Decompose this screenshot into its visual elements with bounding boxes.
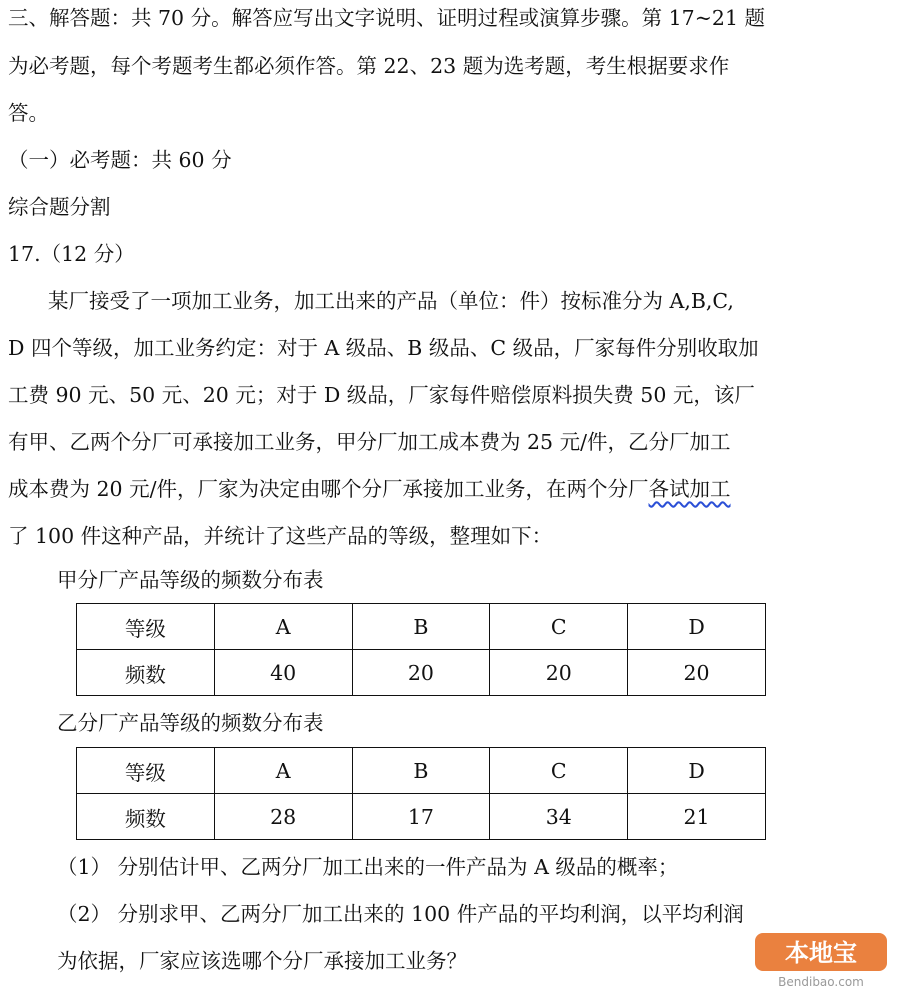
table-cell: 等级 bbox=[77, 748, 215, 794]
problem-line-1: 某厂接受了一项加工业务，加工出来的产品（单位：件）按标准分为 A,B,C, bbox=[48, 289, 734, 313]
table-cell: D bbox=[628, 748, 766, 794]
problem-line-3: 工费 90 元、50 元、20 元；对于 D 级品，厂家每件赔偿原料损失费 50 元，该厂 bbox=[8, 383, 755, 407]
table-row bbox=[77, 650, 766, 696]
table-cell: B bbox=[352, 748, 490, 794]
table-cell: 40 bbox=[214, 650, 352, 696]
problem-line-2: D 四个等级，加工业务约定：对于 A 级品、B 级品、C 级品，厂家每件分别收取加 bbox=[8, 336, 759, 360]
intro-line-2: 为必考题，每个考题考生都必须作答。第 22、23 题为选考题，考生根据要求作 bbox=[8, 54, 730, 78]
problem-line-4: 有甲、乙两个分厂可承接加工业务，甲分厂加工成本费为 25 元/件，乙分厂加工 bbox=[8, 430, 731, 454]
intro-line-3: 答。 bbox=[8, 101, 49, 125]
table-row bbox=[77, 794, 766, 840]
svg-text:本地宝: 本地宝 bbox=[785, 939, 857, 967]
table-cell: C bbox=[490, 748, 628, 794]
table2 bbox=[76, 747, 766, 840]
table-cell: 28 bbox=[214, 794, 352, 840]
divider-text: 综合题分割 bbox=[8, 195, 111, 219]
problem-line-5 bbox=[8, 477, 731, 501]
sub-question-2-cont: 为依据，厂家应该选哪个分厂承接加工业务？ bbox=[57, 949, 467, 973]
watermark-logo-icon bbox=[751, 929, 891, 991]
problem-line-5-text: 成本费为 20 元/件，厂家为决定由哪个分厂承接加工业务，在两个分厂 bbox=[8, 477, 649, 501]
table-cell: 20 bbox=[628, 650, 766, 696]
sub-question-1: （1） 分别估计甲、乙两分厂加工出来的一件产品为 A 级品的概率； bbox=[57, 855, 679, 879]
table-cell: A bbox=[214, 748, 352, 794]
question-number: 17.（12 分） bbox=[8, 242, 135, 266]
bendibao-watermark bbox=[751, 929, 891, 991]
table-cell: 频数 bbox=[77, 650, 215, 696]
table-cell: 17 bbox=[352, 794, 490, 840]
sub-question-2: （2） 分别求甲、乙两分厂加工出来的 100 件产品的平均利润，以平均利润 bbox=[57, 902, 744, 926]
table-cell: 21 bbox=[628, 794, 766, 840]
table-cell: 34 bbox=[490, 794, 628, 840]
table2-caption: 乙分厂产品等级的频数分布表 bbox=[57, 711, 324, 735]
table1-caption: 甲分厂产品等级的频数分布表 bbox=[57, 568, 324, 592]
intro-line-1: 三、解答题：共 70 分。解答应写出文字说明、证明过程或演算步骤。第 17~21 题 bbox=[8, 6, 765, 30]
table-cell: 20 bbox=[490, 650, 628, 696]
table-row bbox=[77, 604, 766, 650]
spellcheck-underlined-text: 各试加工 bbox=[648, 477, 731, 501]
table-cell: A bbox=[214, 604, 352, 650]
problem-line-6: 了 100 件这种产品，并统计了这些产品的等级，整理如下： bbox=[8, 524, 553, 548]
table-cell: B bbox=[352, 604, 490, 650]
table1 bbox=[76, 603, 766, 696]
table-cell: C bbox=[490, 604, 628, 650]
table-cell: 频数 bbox=[77, 794, 215, 840]
section-title: （一）必考题：共 60 分 bbox=[8, 148, 232, 172]
svg-text:Bendibao.com: Bendibao.com bbox=[778, 975, 864, 989]
table-cell: 等级 bbox=[77, 604, 215, 650]
table-row bbox=[77, 748, 766, 794]
table-cell: D bbox=[628, 604, 766, 650]
table-cell: 20 bbox=[352, 650, 490, 696]
